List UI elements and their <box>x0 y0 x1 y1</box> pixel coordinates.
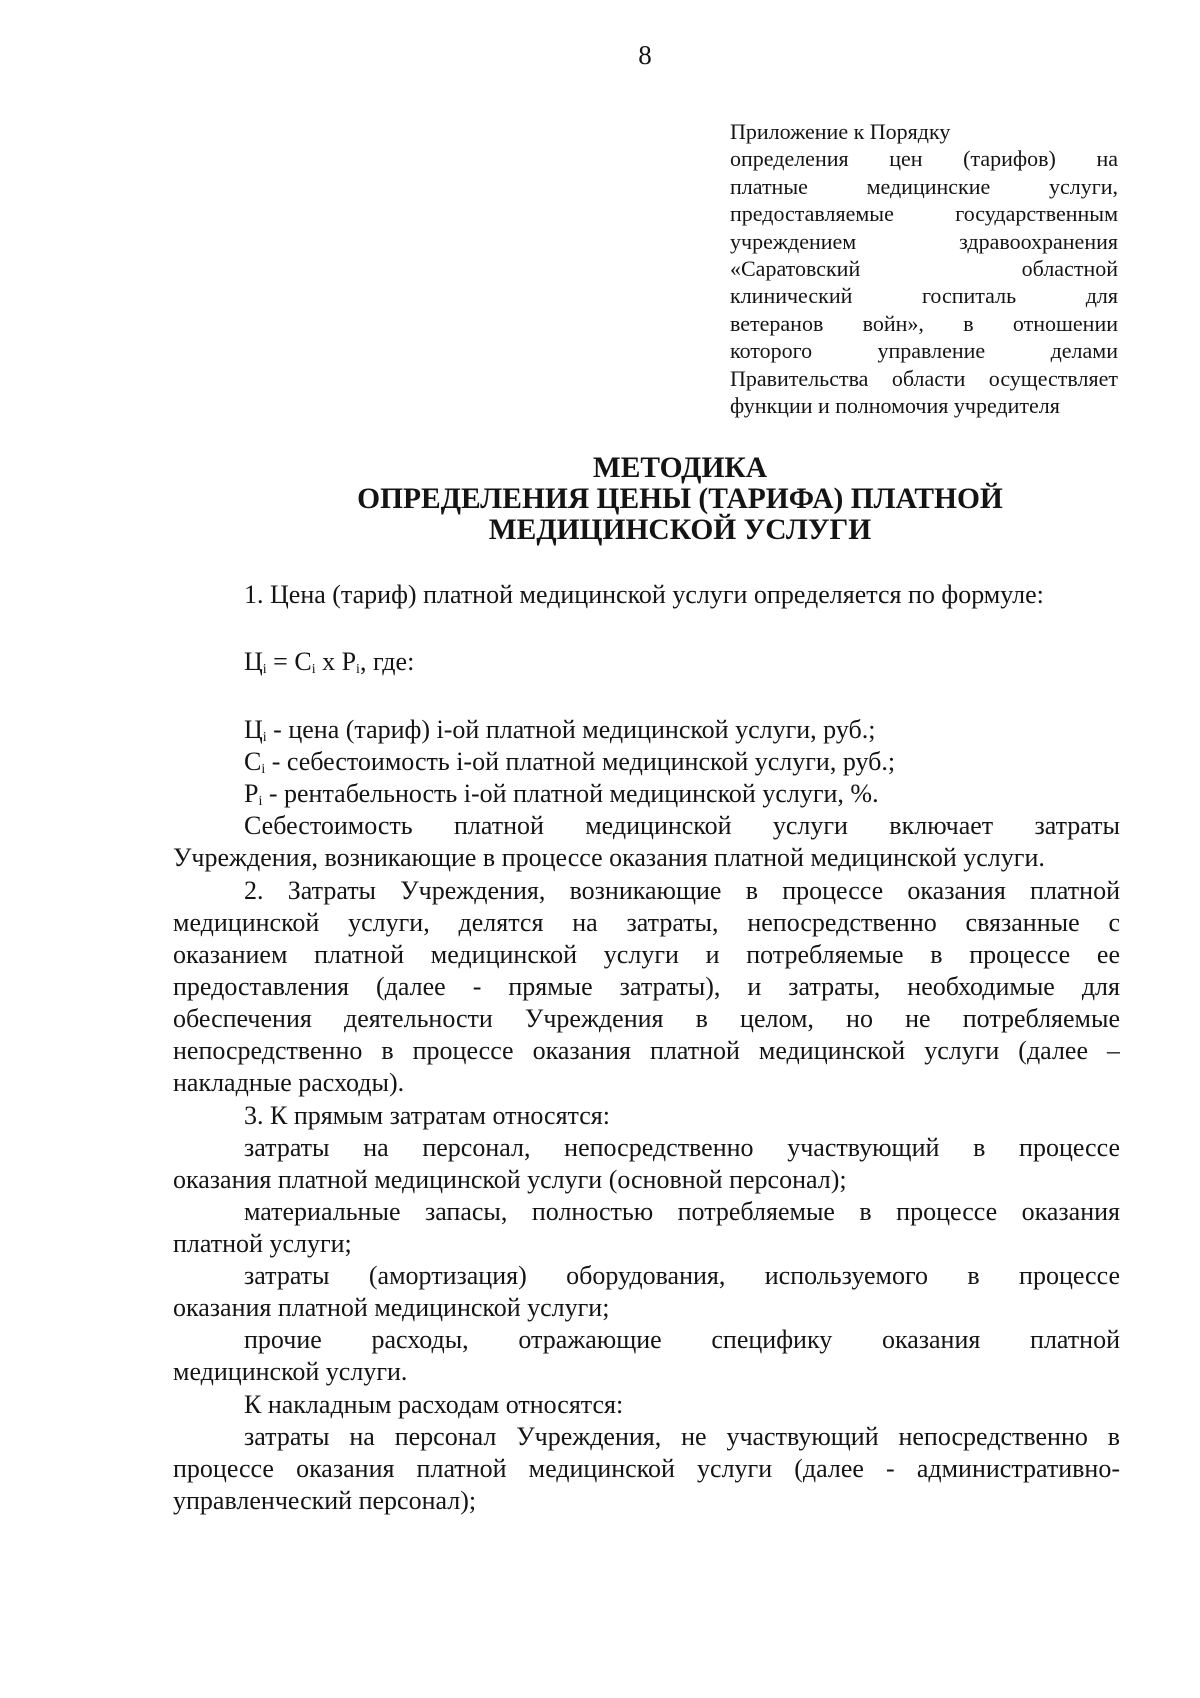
paragraph-line: прочие расходы, отражающие специфику оказания платной <box>244 1325 1120 1354</box>
appendix-line: «Саратовский областной <box>730 255 1118 281</box>
appendix-line: клинический госпиталь для <box>730 283 1118 309</box>
paragraph-line: затраты на персонал, непосредственно участвующий в процессе <box>244 1133 1120 1162</box>
appendix-line: функции и полномочия учредителя <box>730 392 1060 418</box>
paragraph-line: непосредственно в процессе оказания платной медицинской услуги (далее – <box>173 1036 1120 1065</box>
appendix-line: которого управление делами <box>730 338 1118 364</box>
paragraph-line: медицинской услуги. <box>173 1357 408 1386</box>
symbol-rent: Р <box>244 779 259 808</box>
symbol-cost: С <box>294 647 312 676</box>
symbol-price: Ц <box>244 715 263 744</box>
appendix-line: учреждением здравоохранения <box>730 228 1118 254</box>
paragraph-line: затраты (амортизация) оборудования, используемого в процессе <box>244 1261 1120 1290</box>
paragraph-line: медицинской услуги, делятся на затраты, непосредственно связанные с <box>173 908 1120 937</box>
subscript: i <box>356 662 360 677</box>
paragraph-line: 3. К прямым затратам относятся: <box>244 1101 610 1130</box>
paragraph-line: оказания платной медицинской услуги; <box>173 1293 610 1322</box>
subscript: i <box>262 730 267 745</box>
title-line: МЕТОДИКА <box>592 452 768 484</box>
definition-cost <box>244 747 895 778</box>
appendix-line: предоставляемые государственным <box>730 201 1118 227</box>
equals: = <box>266 647 295 676</box>
subscript: i <box>262 662 267 677</box>
paragraph-line: обеспечения деятельности Учреждения в целом, но не потребляемые <box>173 1004 1120 1033</box>
paragraph-line: оказанием платной медицинской услуги и потребляемые в процессе ее <box>173 940 1120 969</box>
symbol-rent: Р <box>341 647 357 676</box>
paragraph-line: материальные запасы, полностью потребляемые в процессе оказания <box>244 1197 1120 1226</box>
symbol-cost: С <box>244 747 262 776</box>
subscript: i <box>258 794 263 809</box>
paragraph-line: платной услуги; <box>173 1229 352 1258</box>
appendix-line: ветеранов войн», в отношении <box>730 310 1118 336</box>
subscript: i <box>261 762 266 777</box>
paragraph-line: 2. Затраты Учреждения, возникающие в процессе оказания платной <box>244 876 1120 905</box>
times: х <box>315 647 342 676</box>
appendix-line: платные медицинские услуги, <box>730 173 1118 199</box>
where: , где: <box>359 647 415 676</box>
paragraph-line: управленческий персонал); <box>173 1486 477 1515</box>
definition-price <box>244 715 875 746</box>
definition-text: - рентабельность i-ой платной медицинской услуги, %. <box>262 779 879 808</box>
formula-equation <box>244 647 414 678</box>
definition-text: - себестоимость i-ой платной медицинской услуги, руб.; <box>265 747 896 776</box>
appendix-line: Приложение к Порядку <box>730 119 951 144</box>
paragraph-line: оказания платной медицинской услуги (основной персонал); <box>173 1165 847 1194</box>
paragraph-line: К накладным расходам относятся: <box>244 1390 624 1419</box>
title-line: МЕДИЦИНСКОЙ УСЛУГИ <box>488 514 872 546</box>
paragraph-line: Учреждения, возникающие в процессе оказания платной медицинской услуги. <box>173 843 1045 872</box>
paragraph-line: затраты на персонал Учреждения, не участвующий непосредственно в <box>244 1422 1120 1451</box>
subscript: i <box>311 662 316 677</box>
formula-intro: 1. Цена (тариф) платной медицинской услуги определяется по формуле: <box>244 580 1044 609</box>
definition-rent <box>244 779 879 810</box>
paragraph-line: Себестоимость платной медицинской услуги включает затраты <box>244 811 1120 840</box>
page-number: 8 <box>638 40 652 70</box>
appendix-line: Правительства области осуществляет <box>730 365 1118 391</box>
definition-text: - цена (тариф) i-ой платной медицинской услуги, руб.; <box>266 715 876 744</box>
document-title <box>260 453 1100 546</box>
appendix-block <box>730 118 1118 419</box>
paragraph-line: предоставления (далее - прямые затраты), и затраты, необходимые для <box>173 972 1120 1001</box>
paragraph-line: процессе оказания платной медицинской услуги (далее - административно- <box>173 1454 1120 1483</box>
appendix-line: определения цен (тарифов) на <box>730 146 1118 172</box>
title-line: ОПРЕДЕЛЕНИЯ ЦЕНЫ (ТАРИФА) ПЛАТНОЙ <box>357 483 1003 515</box>
symbol-price: Ц <box>244 647 263 676</box>
paragraph-line: накладные расходы). <box>173 1068 405 1097</box>
